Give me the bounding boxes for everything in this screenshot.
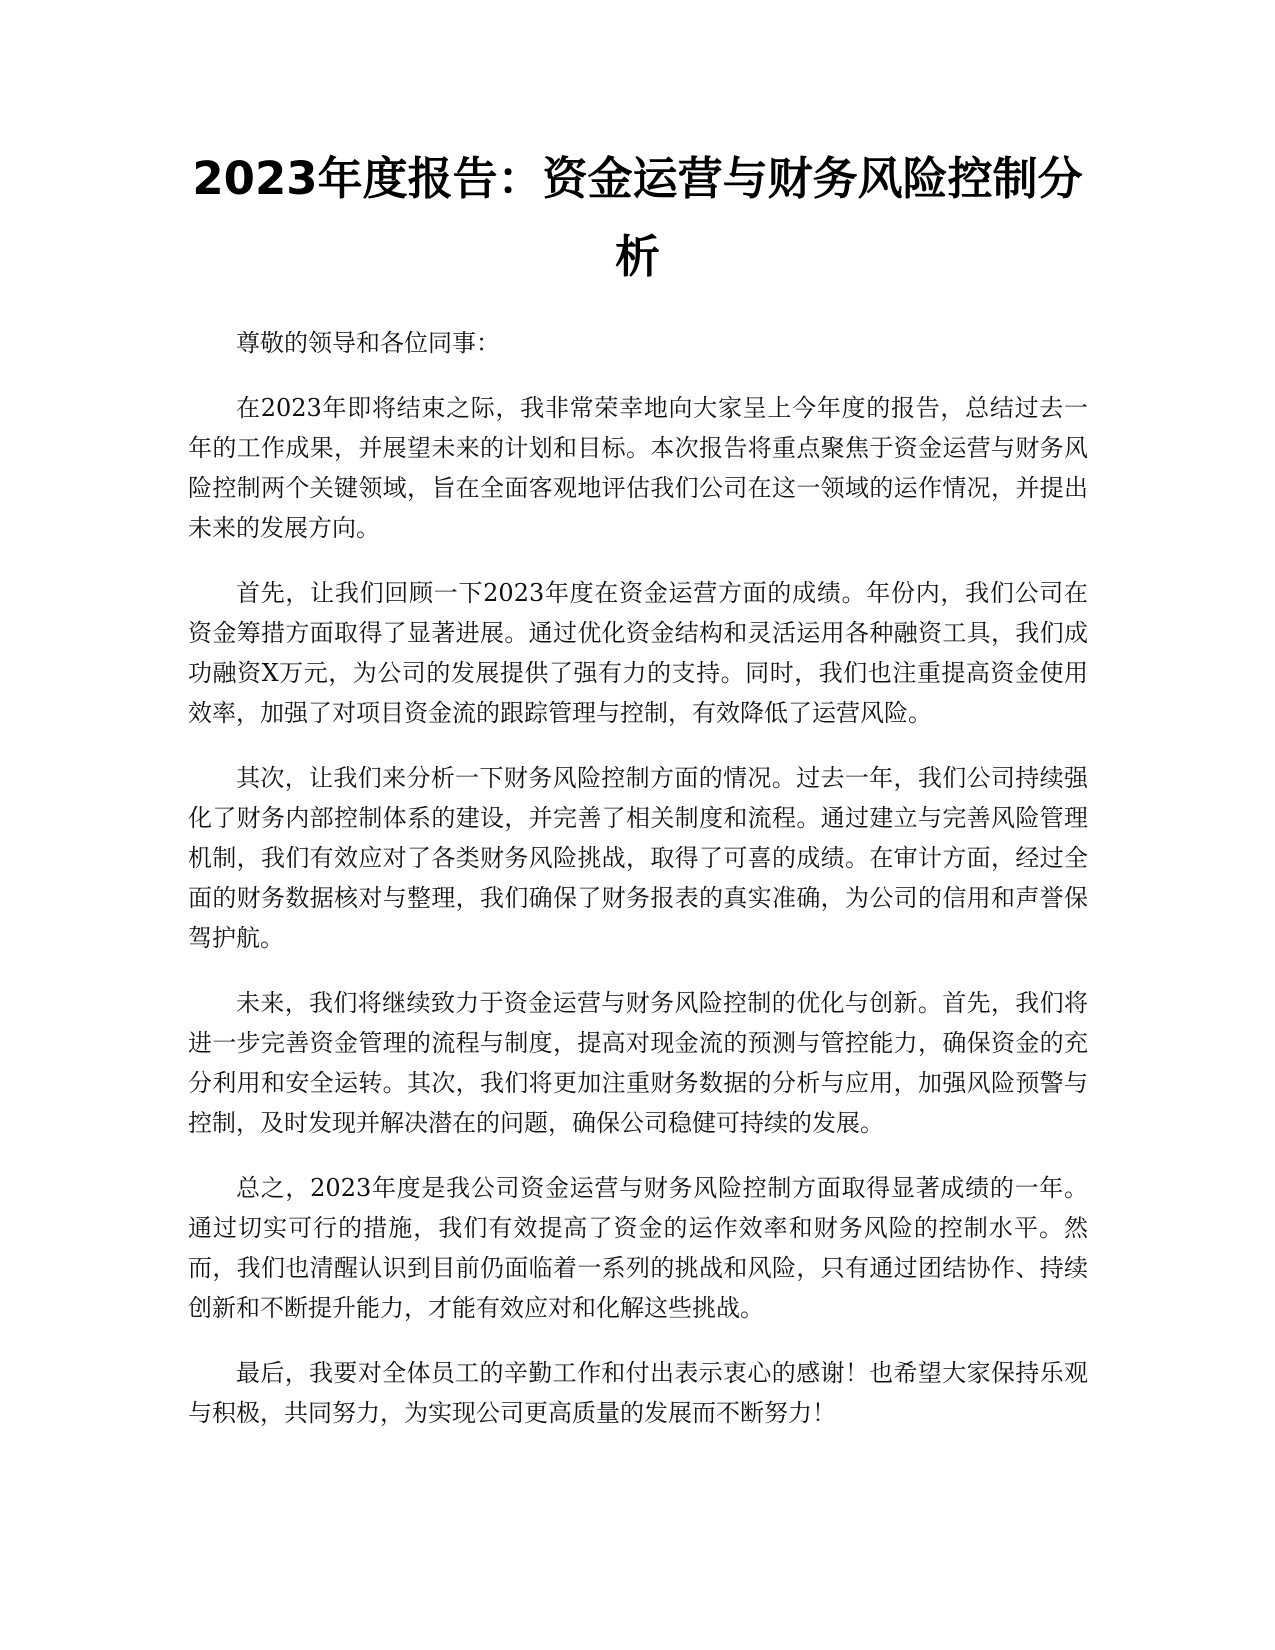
paragraph-future-plans: 未来，我们将继续致力于资金运营与财务风险控制的优化与创新。首先，我们将进一步完善资金管理的流程与制度，提高对现金流的预测与管控能力，确保资金的充分利用和安全运转。其次，我们将更加注重财务数据的分析与应用，加强风险预警与控制，及时发现并解决潜在的问题，确保公司稳健可持续的发展。 <box>188 989 1088 1137</box>
paragraph-closing: 最后，我要对全体员工的辛勤工作和付出表示衷心的感谢！也希望大家保持乐观与积极，共同努力，为实现公司更高质量的发展而不断努力！ <box>188 1359 1088 1427</box>
paragraph-risk-control: 其次，让我们来分析一下财务风险控制方面的情况。过去一年，我们公司持续强化了财务内部控制体系的建设，并完善了相关制度和流程。通过建立与完善风险管理机制，我们有效应对了各类财务风险挑战，取得了可喜的成绩。在审计方面，经过全面的财务数据核对与整理，我们确保了财务报表的真实准确，为公司的信用和声誉保驾护航。 <box>188 764 1088 952</box>
paragraph-intro: 在2023年即将结束之际，我非常荣幸地向大家呈上今年度的报告，总结过去一年的工作成果，并展望未来的计划和目标。本次报告将重点聚焦于资金运营与财务风险控制两个关键领域，旨在全面客观地评估我们公司在这一领域的运作情况，并提出未来的发展方向。 <box>188 394 1088 542</box>
paragraph-summary: 总之，2023年度是我公司资金运营与财务风险控制方面取得显著成绩的一年。通过切实可行的措施，我们有效提高了资金的运作效率和财务风险的控制水平。然而，我们也清醒认识到目前仍面临着一系列的挑战和风险，只有通过团结协作、持续创新和不断提升能力，才能有效应对和化解这些挑战。 <box>188 1174 1088 1322</box>
document-title: 2023年度报告：资金运营与财务风险控制分析 <box>192 152 1083 283</box>
document-body <box>188 323 1088 1458</box>
salutation: 尊敬的领导和各位同事： <box>236 329 500 357</box>
paragraph-funding-operations: 首先，让我们回顾一下2023年度在资金运营方面的成绩。年份内，我们公司在资金筹措方面取得了显著进展。通过优化资金结构和灵活运用各种融资工具，我们成功融资X万元，为公司的发展提供了强有力的支持。同时，我们也注重提高资金使用效率，加强了对项目资金流的跟踪管理与控制，有效降低了运营风险。 <box>188 579 1088 727</box>
